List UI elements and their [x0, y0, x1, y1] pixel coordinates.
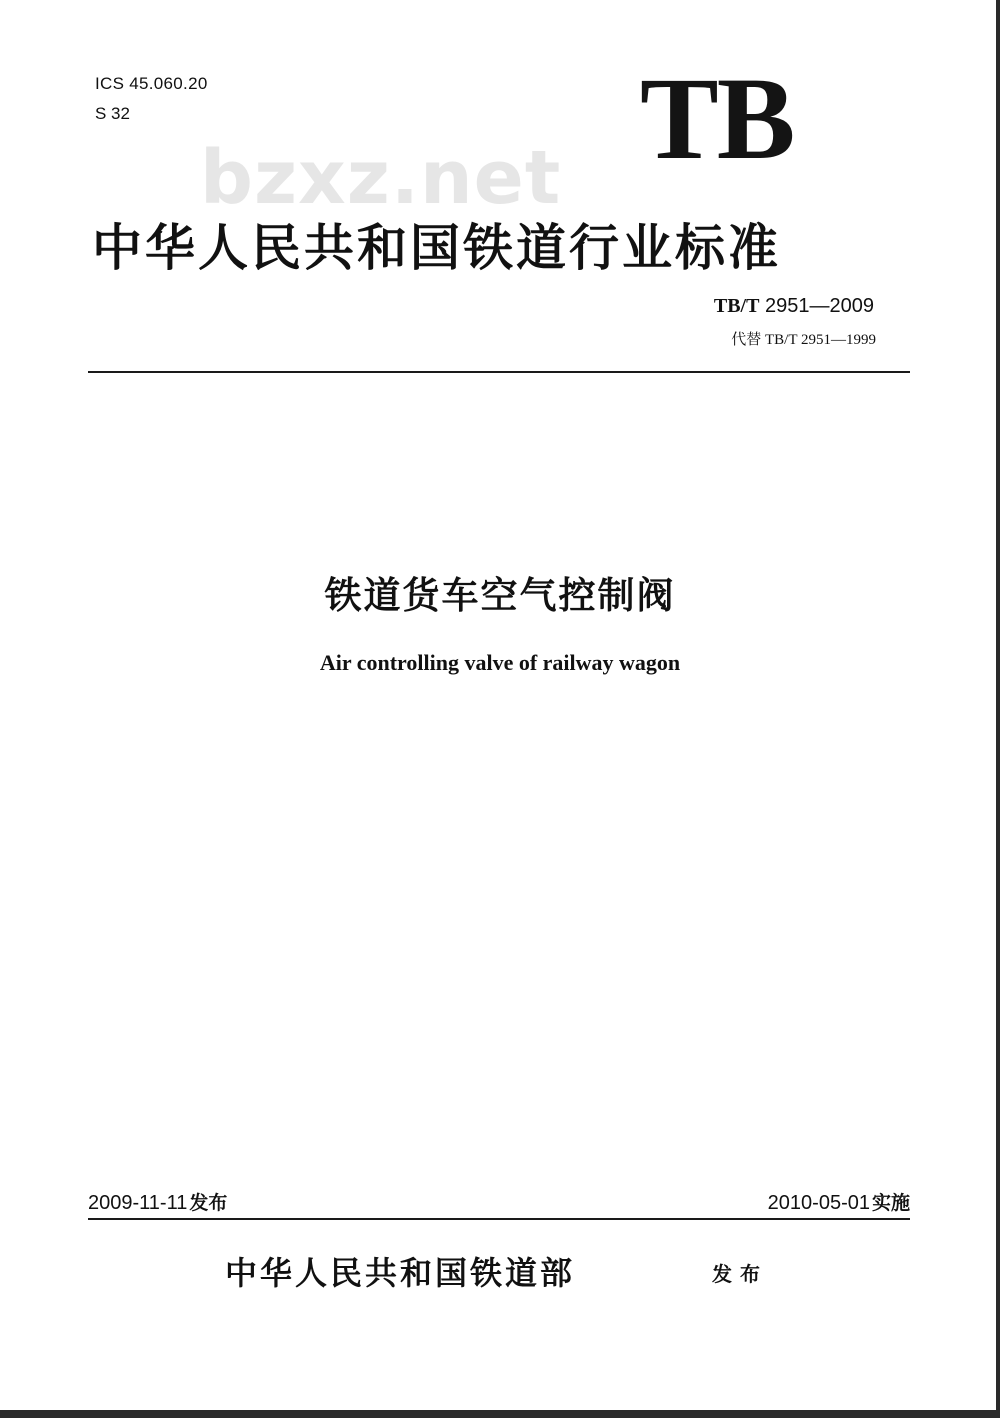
replaces-standard: 代替 TB/T 2951—1999: [731, 332, 876, 348]
bottom-divider: [88, 1218, 910, 1220]
standard-type-title: 中华人民共和国铁道行业标准: [92, 219, 781, 277]
implementation-date-value: 2010-05-01: [767, 1192, 870, 1214]
standard-code: [714, 295, 874, 318]
page-edge-right: [996, 0, 1000, 1418]
implementation-date: [768, 1188, 910, 1215]
top-divider: [88, 371, 910, 373]
page-edge-bottom: [0, 1410, 1000, 1418]
watermark: bzxz.net: [200, 135, 562, 221]
standard-code-number: 2951—2009: [759, 295, 874, 317]
document-title-chinese: 铁道货车空气控制阀: [324, 574, 676, 617]
document-title-english: Air controlling valve of railway wagon: [319, 650, 681, 675]
issue-date-label: 发布: [189, 1192, 228, 1214]
standard-code-prefix: TB/T: [713, 295, 760, 317]
ccs-classification: S 32: [95, 104, 130, 123]
issue-date-value: 2009-11-11: [88, 1192, 188, 1214]
implementation-date-label: 实施: [871, 1192, 910, 1214]
ics-classification: ICS 45.060.20: [95, 74, 208, 93]
issue-date: [88, 1188, 227, 1215]
publish-label: 发布: [712, 1262, 768, 1286]
tb-logo: TB: [640, 53, 794, 184]
publisher-name: 中华人民共和国铁道部: [225, 1254, 576, 1292]
